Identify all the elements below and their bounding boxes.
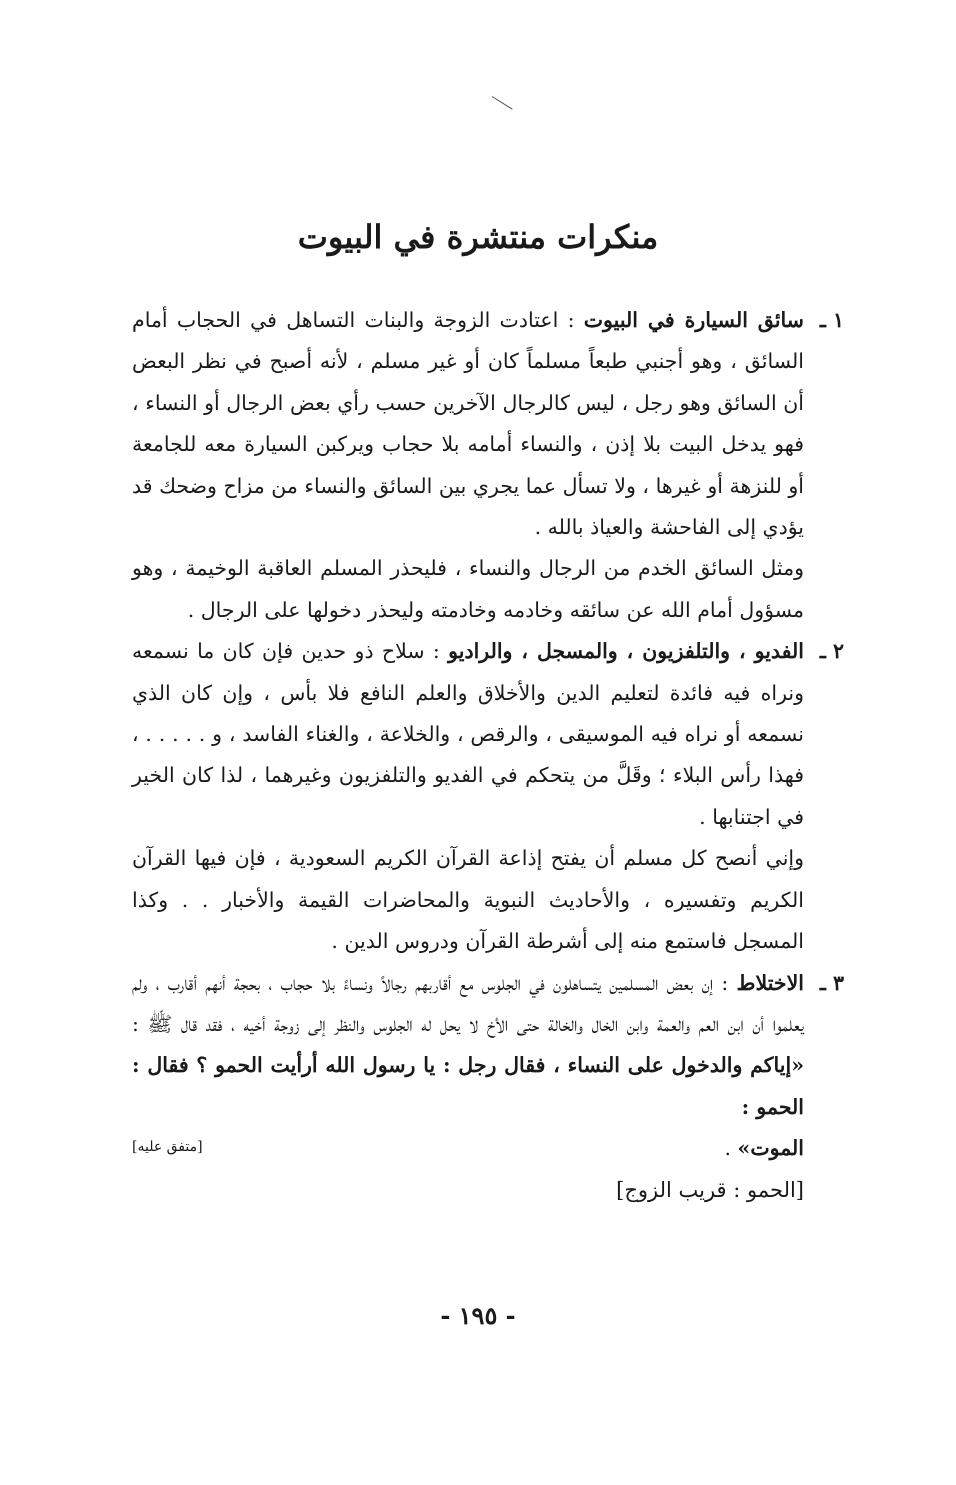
page-body: [132, 300, 844, 1211]
word-gloss: [الحمو : قريب الزوج]: [616, 1177, 804, 1202]
item-text: : اعتادت الزوجة والبنات التساهل في الحجاب أمام السائق ، وهو أجنبي طبعاً مسلماً كان أو غير مسلم ، لأنه أصبح في نظر البعض أن السائق وهو رجل ، ليس كالرجال الآخرين حسب رأي بعض الرجال أو النساء ، فهو يدخل البيت بلا إذن ، والنساء أمامه بلا حجاب ويركبن السيارة معه للجامعة أو للنزهة أو غيرها ، ولا تسأل عما يجري بين السائق والنساء من مزاح وضحك قد يؤدي إلى الفاحشة والعياذ بالله .: [132, 308, 804, 540]
item-number: ١ ـ: [819, 308, 844, 332]
list-item-2: [132, 631, 844, 838]
hadith-quote-end: الموت»: [737, 1136, 804, 1161]
hadith-period: .: [724, 1136, 731, 1161]
item-text: : سلاح ذو حدين فإن كان ما نسمعه ونراه فيه فائدة لتعليم الدين والأخلاق والعلم النافع فلا بأس ، وإن كان الذي نسمعه أو نراه فيه الموسيقى ، والرقص ، والخلاعة ، والغناء الفاسد ، و . . . . . ، فهذا رأس البلاء ؛ وقَلَّ من يتحكم في الفديو والتلفزيون وغيرهما ، لذا كان الخير في اجتنابها .: [132, 639, 804, 829]
page-title: منكرات منتشرة في البيوت: [297, 218, 659, 256]
item-text: : إن بعض المسلمين يتساهلون في الجلوس مع أقاربهم رجالاً ونساءً بلا حجاب ، بحجة أنهم أقارب ، ولم يعلموا أن ابن العم والعمة وابن الخال والخالة حتى الأخ لا يحل له الجلوس والنظر إلى زوجة أخيه ، فقد قال ﷺ :: [132, 970, 804, 1036]
list-item-3: [132, 963, 844, 1129]
item-heading: سائق السيارة في البيوت: [583, 308, 804, 332]
paragraph: ومثل السائق الخدم من الرجال والنساء ، فليحذر المسلم العاقبة الوخيمة ، وهو مسؤول أمام الله عن سائقه وخادمه وخادمته وليحذر دخولها على الرجال .: [132, 556, 804, 622]
paragraph: وإني أنصح كل مسلم أن يفتح إذاعة القرآن الكريم السعودية ، فإن فيها القرآن الكريم وتفسيره ، والأحاديث النبوية والمحاضرات القيمة والأخبار . . وكذا المسجل فاستمع منه إلى أشرطة القرآن ودروس الدين .: [132, 846, 804, 954]
item-number: ٢ ـ: [819, 639, 844, 664]
item-heading: الفديو ، والتلفزيون ، والمسجل ، والراديو: [448, 639, 804, 664]
item-heading: الاختلاط: [736, 970, 804, 995]
page-number: - ١٩٥ -: [440, 1301, 516, 1330]
scan-mark: [492, 96, 513, 110]
hadith-quote: «إياكم والدخول على النساء ، فقال رجل : يا رسول الله أرأيت الحمو ؟ فقال : الحمو :: [132, 1053, 804, 1119]
list-item-1: [132, 300, 844, 548]
hadith-ending-row: [132, 1128, 844, 1169]
item-number: ٣ ـ: [819, 970, 844, 995]
hadith-source: [متفق عليه]: [132, 1139, 203, 1156]
